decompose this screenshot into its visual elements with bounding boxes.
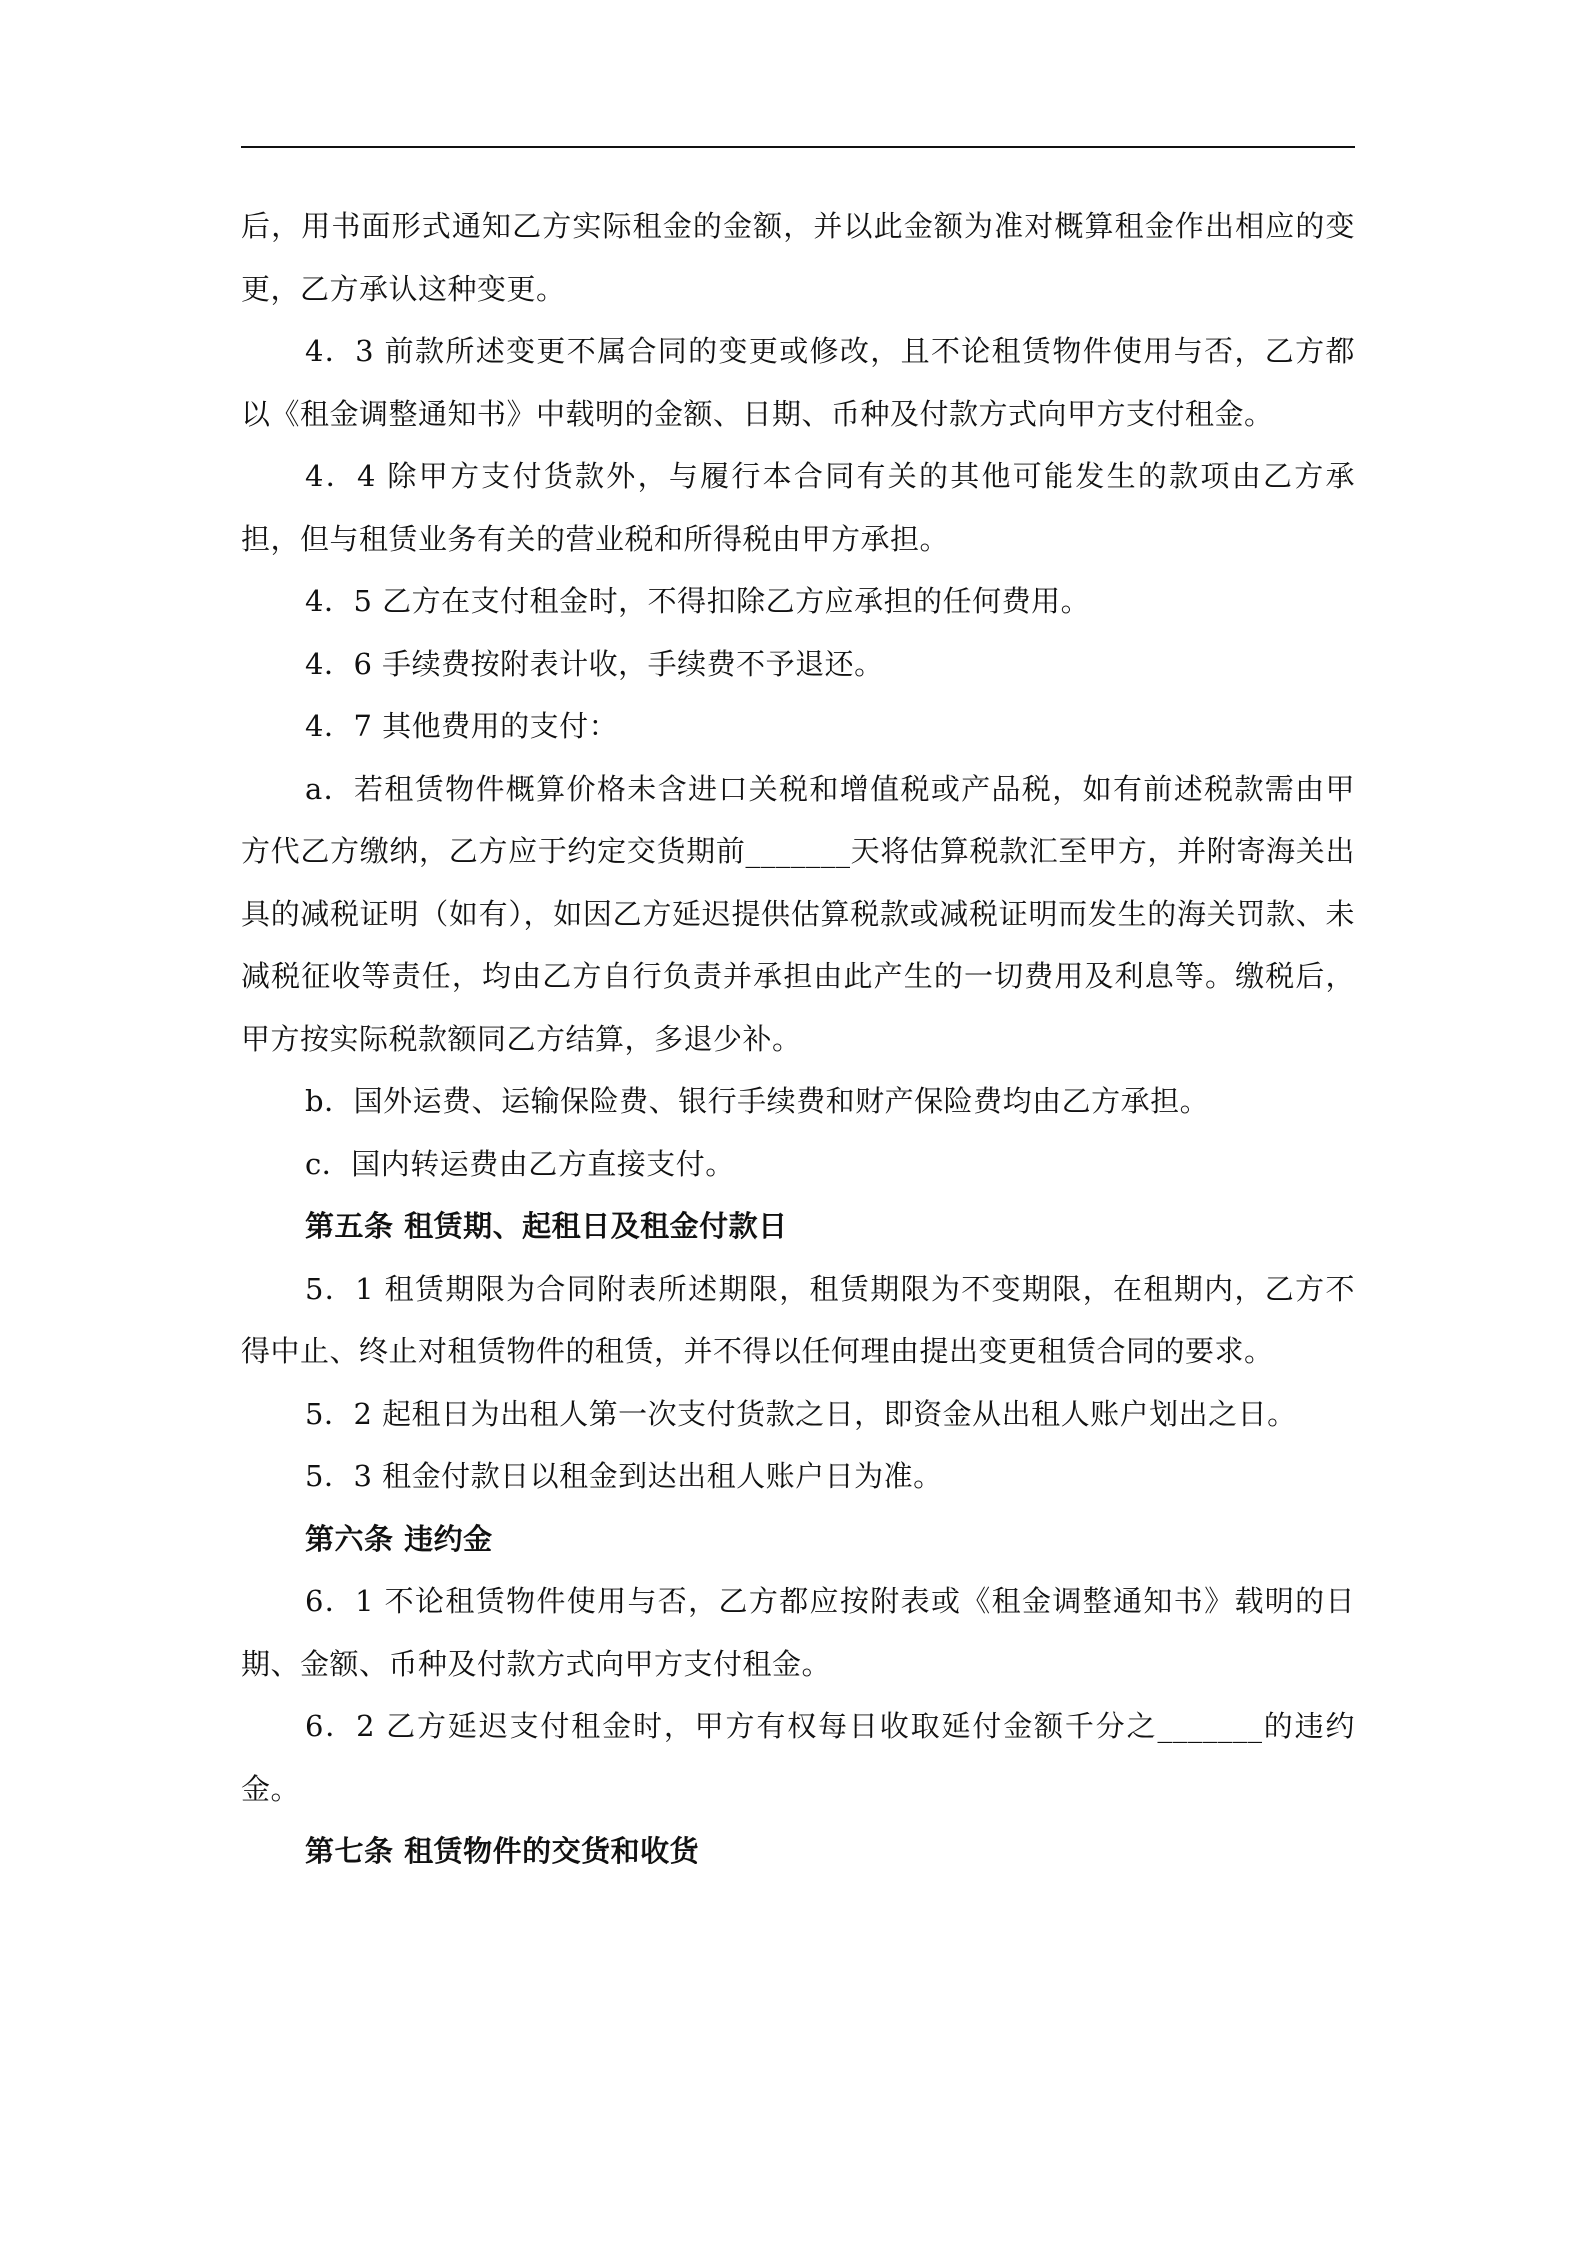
article-7-heading: 第七条 租赁物件的交货和收货 [305,1834,700,1868]
clause-4-6: 4．6 手续费按附表计收，手续费不予退还。 [305,646,884,681]
header-rule [241,146,1355,148]
clause-6-1: 6．1 不论租赁物件使用与否，乙方都应按附表或《租金调整通知书》载明的日期、金额、币种及付款方式向甲方支付租金。 [241,1584,1355,1681]
article-6-heading: 第六条 违约金 [305,1521,493,1556]
clause-4-7: 4．7 其他费用的支付： [305,709,619,743]
clause-5-1: 5．1 租赁期限为合同附表所述期限，租赁期限为不变期限，在租期内，乙方不得中止、终止对租赁物件的租赁，并不得以任何理由提出变更租赁合同的要求。 [241,1271,1355,1368]
clause-4-5: 4．5 乙方在支付租金时，不得扣除乙方应承担的任何费用。 [305,584,1091,618]
document-body [241,195,1355,1883]
article-5-heading: 第五条 租赁期、起租日及租金付款日 [305,1209,788,1243]
clause-4-4: 4．4 除甲方支付货款外，与履行本合同有关的其他可能发生的款项由乙方承担，但与租赁业务有关的营业税和所得税由甲方承担。 [241,459,1355,556]
clause-4-3: 4．3 前款所述变更不属合同的变更或修改，且不论租赁物件使用与否，乙方都以《租金调整通知书》中载明的金额、日期、币种及付款方式向甲方支付租金。 [241,334,1355,431]
clause-4-7-c: c．国内转运费由乙方直接支付。 [305,1146,735,1181]
clause-5-3: 5．3 租金付款日以租金到达出租人账户日为准。 [305,1459,943,1493]
clause-6-2: 6．2 乙方延迟支付租金时，甲方有权每日收取延付金额千分之_______的违约金。 [241,1709,1355,1806]
paragraph-continuation: 后，用书面形式通知乙方实际租金的金额，并以此金额为准对概算租金作出相应的变更，乙方承认这种变更。 [241,209,1355,306]
clause-5-2: 5．2 起租日为出租人第一次支付货款之日，即资金从出租人账户划出之日。 [305,1396,1297,1431]
clause-4-7-a: a．若租赁物件概算价格未含进口关税和增值税或产品税，如有前述税款需由甲方代乙方缴纳，乙方应于约定交货期前_______天将估算税款汇至甲方，并附寄海关出具的减税证明（如有），如因乙方延迟提供估算税款或减税证明而发生的海关罚款、未减税征收等责任，均由乙方自行负责并承担由此产生的一切费用及利息等。缴税后，甲方按实际税款额同乙方结算，多退少补。 [241,771,1355,1056]
clause-4-7-b: b．国外运费、运输保险费、银行手续费和财产保险费均由乙方承担。 [305,1084,1210,1118]
